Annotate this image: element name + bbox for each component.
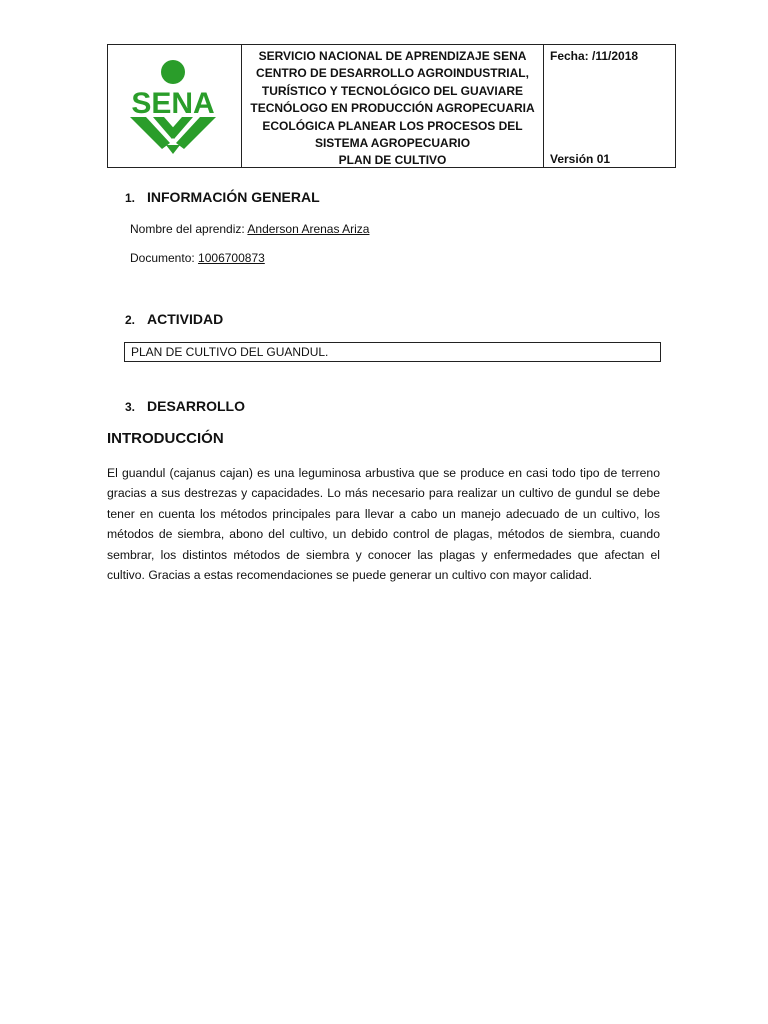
introduccion-paragraph: El guandul (cajanus cajan) es una leguminosa arbustiva que se produce en casi todo tipo de terreno gracias a sus destrezas y capacidades. Lo más necesario para realizar un cultivo de gundul se debe tener en cuenta los métodos principales para llevar a cabo un manejo adecuado de un cultivo, los métodos de siembra, abono del cultivo, un debido control de plagas, métodos de siembra, cuando sembrar, los distintos métodos de siembra y conocer las plagas y enfermedades que afectan el cultivo. Gracias a estas recomendaciones se puede generar un cultivo con mayor calidad.: [107, 466, 660, 583]
nombre-label: Nombre del aprendiz:: [130, 222, 248, 236]
section-title: ACTIVIDAD: [147, 311, 224, 327]
documento-line: [130, 251, 265, 265]
section-actividad-heading: [125, 311, 223, 327]
header-title-line: CENTRO DE DESARROLLO AGROINDUSTRIAL,: [256, 66, 529, 81]
sena-logo: [126, 57, 226, 157]
documento-label: Documento:: [130, 251, 199, 265]
section-number: 2.: [125, 313, 136, 327]
section-number: 1.: [125, 191, 136, 205]
header-title-cell: [242, 45, 544, 167]
fecha-label: Fecha: /11/2018: [550, 49, 639, 63]
header-title-line: ECOLÓGICA PLANEAR LOS PROCESOS DEL: [262, 118, 523, 133]
header-table: [107, 44, 676, 168]
version-label: Versión 01: [550, 152, 611, 166]
header-date-cell: [544, 45, 675, 167]
sena-logo-text: SENA: [131, 87, 215, 120]
header-title-line: SISTEMA AGROPECUARIO: [314, 136, 471, 151]
nombre-line: [130, 222, 369, 236]
section-title: DESARROLLO: [147, 398, 245, 414]
section-title: INFORMACIÓN GENERAL: [147, 189, 320, 205]
header-title-line: PLAN DE CULTIVO: [338, 153, 447, 168]
header-title-line: TURÍSTICO Y TECNOLÓGICO DEL GUAVIARE: [261, 83, 524, 98]
header-title-line: TECNÓLOGO EN PRODUCCIÓN AGROPECUARIA: [250, 101, 535, 116]
activity-box: PLAN DE CULTIVO DEL GUANDUL.: [124, 342, 661, 362]
nombre-value: Anderson Arenas Ariza: [247, 222, 370, 236]
introduccion-heading: INTRODUCCIÓN: [107, 430, 224, 447]
section-desarrollo-heading: [125, 398, 245, 414]
section-number: 3.: [125, 400, 136, 414]
documento-value: 1006700873: [198, 251, 265, 265]
header-title-line: SERVICIO NACIONAL DE APRENDIZAJE SENA: [258, 49, 527, 63]
logo-cell: [108, 45, 242, 167]
section-general-heading: [125, 189, 320, 205]
